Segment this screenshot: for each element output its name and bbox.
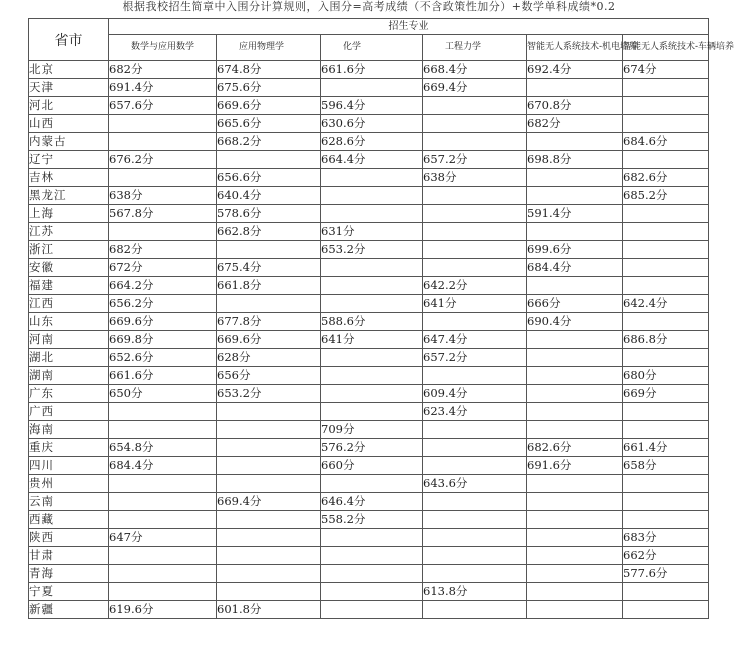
score-cell [423,565,527,583]
score-cell: 657.6分 [109,97,217,115]
major-group-header: 招生专业 [109,19,709,35]
province-cell: 贵州 [29,475,109,493]
score-cell: 684.6分 [623,133,709,151]
table-row [29,403,709,421]
score-cell: 682.6分 [527,439,623,457]
score-cell: 609.4分 [423,385,527,403]
score-cell: 657.2分 [423,349,527,367]
score-cell: 578.6分 [217,205,321,223]
score-cell [321,295,423,313]
score-cell: 684.4分 [109,457,217,475]
score-cell: 628.6分 [321,133,423,151]
province-cell: 甘肃 [29,547,109,565]
score-cell: 596.4分 [321,97,423,115]
score-cell [109,511,217,529]
score-cell [527,169,623,187]
table-row [29,205,709,223]
province-cell: 浙江 [29,241,109,259]
major-header-chemistry: 化学 [321,35,423,61]
score-cell [527,133,623,151]
score-cell: 669分 [623,385,709,403]
score-cell [623,511,709,529]
score-cell [423,439,527,457]
score-cell [321,205,423,223]
province-cell: 山西 [29,115,109,133]
score-cell: 567.8分 [109,205,217,223]
score-cell: 601.8分 [217,601,321,619]
score-cell [217,421,321,439]
score-cell [623,277,709,295]
score-cell [623,97,709,115]
score-cell [217,511,321,529]
score-cell: 591.4分 [527,205,623,223]
score-cell [217,403,321,421]
table-row [29,115,709,133]
score-cell: 661.6分 [109,367,217,385]
score-cell: 657.2分 [423,151,527,169]
score-cell [423,205,527,223]
province-cell: 西藏 [29,511,109,529]
province-cell: 湖北 [29,349,109,367]
score-cell [423,259,527,277]
score-cell: 686.8分 [623,331,709,349]
score-cell: 699.6分 [527,241,623,259]
score-cell: 647分 [109,529,217,547]
table-row [29,313,709,331]
score-cell [109,475,217,493]
table-row [29,601,709,619]
score-cell [527,565,623,583]
table-row [29,475,709,493]
score-cell [109,133,217,151]
score-cell [623,421,709,439]
score-cell [217,583,321,601]
score-cell [109,223,217,241]
score-cell: 670.8分 [527,97,623,115]
province-cell: 新疆 [29,601,109,619]
score-cell: 664.4分 [321,151,423,169]
table-row [29,331,709,349]
score-cell [423,529,527,547]
score-cell [321,583,423,601]
score-cell: 640.4分 [217,187,321,205]
score-cell [109,547,217,565]
score-cell [527,79,623,97]
score-cell: 669.4分 [423,79,527,97]
score-cell: 709分 [321,421,423,439]
province-cell: 河南 [29,331,109,349]
table-row [29,565,709,583]
score-cell: 656分 [217,367,321,385]
score-cell: 647.4分 [423,331,527,349]
score-cell [109,583,217,601]
score-cell: 623.4分 [423,403,527,421]
score-cell: 682分 [527,115,623,133]
score-cell: 664.2分 [109,277,217,295]
province-cell: 北京 [29,61,109,79]
table-row [29,259,709,277]
score-cell [217,439,321,457]
score-cell: 646.4分 [321,493,423,511]
score-cell [217,295,321,313]
score-table [28,18,735,619]
score-cell [321,601,423,619]
score-cell [623,583,709,601]
score-cell [527,331,623,349]
score-cell [423,133,527,151]
score-cell: 692.4分 [527,61,623,79]
score-cell: 674分 [623,61,709,79]
score-cell: 675.4分 [217,259,321,277]
province-cell: 宁夏 [29,583,109,601]
table-row [29,169,709,187]
score-cell: 669.6分 [217,97,321,115]
major-header-unmanned-vehicles: 智能无人系统技术-车辆培养 [623,35,709,61]
score-cell: 669.8分 [109,331,217,349]
province-cell: 四川 [29,457,109,475]
province-cell: 海南 [29,421,109,439]
table-row [29,187,709,205]
major-header-math: 数学与应用数学 [109,35,217,61]
score-cell [321,475,423,493]
score-cell: 682分 [109,241,217,259]
score-cell [423,97,527,115]
score-cell: 656.2分 [109,295,217,313]
score-cell: 642.2分 [423,277,527,295]
province-cell: 内蒙古 [29,133,109,151]
score-cell: 661.8分 [217,277,321,295]
score-cell [321,547,423,565]
score-cell: 662分 [623,547,709,565]
score-cell [623,79,709,97]
score-cell: 674.8分 [217,61,321,79]
province-cell: 广东 [29,385,109,403]
score-cell: 577.6分 [623,565,709,583]
table-row [29,457,709,475]
score-cell [217,241,321,259]
score-cell [527,475,623,493]
province-column-header: 省市 [29,19,109,61]
score-cell [527,385,623,403]
score-cell: 680分 [623,367,709,385]
province-cell: 天津 [29,79,109,97]
score-cell: 638分 [109,187,217,205]
score-cell [423,223,527,241]
score-cell [527,223,623,241]
score-cell [321,187,423,205]
score-cell [217,529,321,547]
table-row [29,277,709,295]
table-row [29,421,709,439]
score-cell [623,349,709,367]
table-caption: 根据我校招生简章中入围分计算规则，入围分=高考成绩（不含政策性加分）+数学单科成绩*0.2 [122,0,616,13]
score-cell: 642.4分 [623,295,709,313]
score-cell: 691.4分 [109,79,217,97]
table-row [29,367,709,385]
province-cell: 广西 [29,403,109,421]
province-cell: 上海 [29,205,109,223]
score-cell: 576.2分 [321,439,423,457]
table-row [29,583,709,601]
province-cell: 黑龙江 [29,187,109,205]
score-cell: 677.8分 [217,313,321,331]
table-row [29,385,709,403]
score-cell: 682.6分 [623,169,709,187]
score-cell: 682分 [109,61,217,79]
score-cell [527,187,623,205]
score-cell [217,547,321,565]
score-cell [623,115,709,133]
score-cell [321,367,423,385]
table-row [29,493,709,511]
score-cell [321,403,423,421]
score-cell [423,367,527,385]
score-cell: 685.2分 [623,187,709,205]
score-cell [423,511,527,529]
score-cell [527,601,623,619]
table-row [29,61,709,79]
score-cell: 656.6分 [217,169,321,187]
score-cell: 668.4分 [423,61,527,79]
score-cell: 628分 [217,349,321,367]
score-cell [623,493,709,511]
score-cell [217,151,321,169]
province-cell: 湖南 [29,367,109,385]
score-cell: 631分 [321,223,423,241]
score-cell [109,403,217,421]
score-cell: 672分 [109,259,217,277]
score-cell: 684.4分 [527,259,623,277]
score-cell [527,493,623,511]
major-header-mechanics: 工程力学 [423,35,527,61]
score-cell [423,187,527,205]
table-row [29,223,709,241]
score-cell: 619.6分 [109,601,217,619]
province-cell: 青海 [29,565,109,583]
score-cell [423,493,527,511]
score-cell: 690.4分 [527,313,623,331]
score-cell [321,259,423,277]
table-row [29,97,709,115]
table-row [29,511,709,529]
score-cell: 668.2分 [217,133,321,151]
score-cell [527,367,623,385]
score-cell [321,349,423,367]
score-cell [109,565,217,583]
score-cell: 660分 [321,457,423,475]
table-row [29,349,709,367]
province-cell: 江西 [29,295,109,313]
table-row [29,295,709,313]
score-cell [527,349,623,367]
score-cell: 558.2分 [321,511,423,529]
score-cell [623,241,709,259]
score-cell: 643.6分 [423,475,527,493]
score-cell: 641分 [423,295,527,313]
score-cell: 662.8分 [217,223,321,241]
province-cell: 重庆 [29,439,109,457]
score-cell [623,223,709,241]
score-cell [109,169,217,187]
score-cell: 653.2分 [217,385,321,403]
table-row [29,133,709,151]
table-row [29,439,709,457]
score-cell: 669.4分 [217,493,321,511]
score-cell [527,511,623,529]
province-cell: 安徽 [29,259,109,277]
score-cell [527,529,623,547]
score-cell [623,259,709,277]
score-cell: 652.6分 [109,349,217,367]
score-cell: 675.6分 [217,79,321,97]
score-cell [321,385,423,403]
score-cell [527,547,623,565]
score-cell [423,313,527,331]
score-cell [321,529,423,547]
score-cell: 588.6分 [321,313,423,331]
score-cell [109,115,217,133]
province-cell: 河北 [29,97,109,115]
score-cell [623,151,709,169]
score-cell [217,565,321,583]
table-row [29,151,709,169]
score-cell: 654.8分 [109,439,217,457]
score-cell [321,277,423,295]
province-cell: 云南 [29,493,109,511]
score-cell: 661.6分 [321,61,423,79]
score-cell [527,421,623,439]
score-cell [217,475,321,493]
score-cell [527,403,623,421]
score-cell [423,115,527,133]
province-cell: 山东 [29,313,109,331]
score-cell [623,313,709,331]
score-cell: 630.6分 [321,115,423,133]
score-cell: 650分 [109,385,217,403]
score-cell [527,583,623,601]
score-cell: 613.8分 [423,583,527,601]
score-cell: 669.6分 [217,331,321,349]
table-row [29,79,709,97]
province-cell: 江苏 [29,223,109,241]
table-header [29,19,735,61]
score-cell [423,241,527,259]
table-row [29,529,709,547]
score-cell [623,601,709,619]
score-cell: 698.8分 [527,151,623,169]
major-header-unmanned-mechatronics: 智能无人系统技术-机电培养 [527,35,623,61]
score-cell [623,205,709,223]
score-cell: 658分 [623,457,709,475]
score-cell: 683分 [623,529,709,547]
score-cell: 653.2分 [321,241,423,259]
table-body [29,61,709,619]
score-cell: 691.6分 [527,457,623,475]
province-cell: 福建 [29,277,109,295]
score-cell: 665.6分 [217,115,321,133]
score-cell: 669.6分 [109,313,217,331]
score-cell: 676.2分 [109,151,217,169]
province-cell: 吉林 [29,169,109,187]
score-cell [109,421,217,439]
score-cell: 638分 [423,169,527,187]
score-cell: 661.4分 [623,439,709,457]
score-cell [217,457,321,475]
province-cell: 辽宁 [29,151,109,169]
score-cell [623,403,709,421]
score-cell [423,457,527,475]
score-cell [321,565,423,583]
table-row [29,547,709,565]
score-cell: 666分 [527,295,623,313]
score-cell [623,475,709,493]
score-cell [423,601,527,619]
score-cell: 641分 [321,331,423,349]
score-cell [527,277,623,295]
score-cell [423,421,527,439]
score-cell [321,79,423,97]
score-cell [321,169,423,187]
score-cell [423,547,527,565]
province-cell: 陕西 [29,529,109,547]
score-cell [109,493,217,511]
table-row [29,241,709,259]
major-header-physics: 应用物理学 [217,35,321,61]
